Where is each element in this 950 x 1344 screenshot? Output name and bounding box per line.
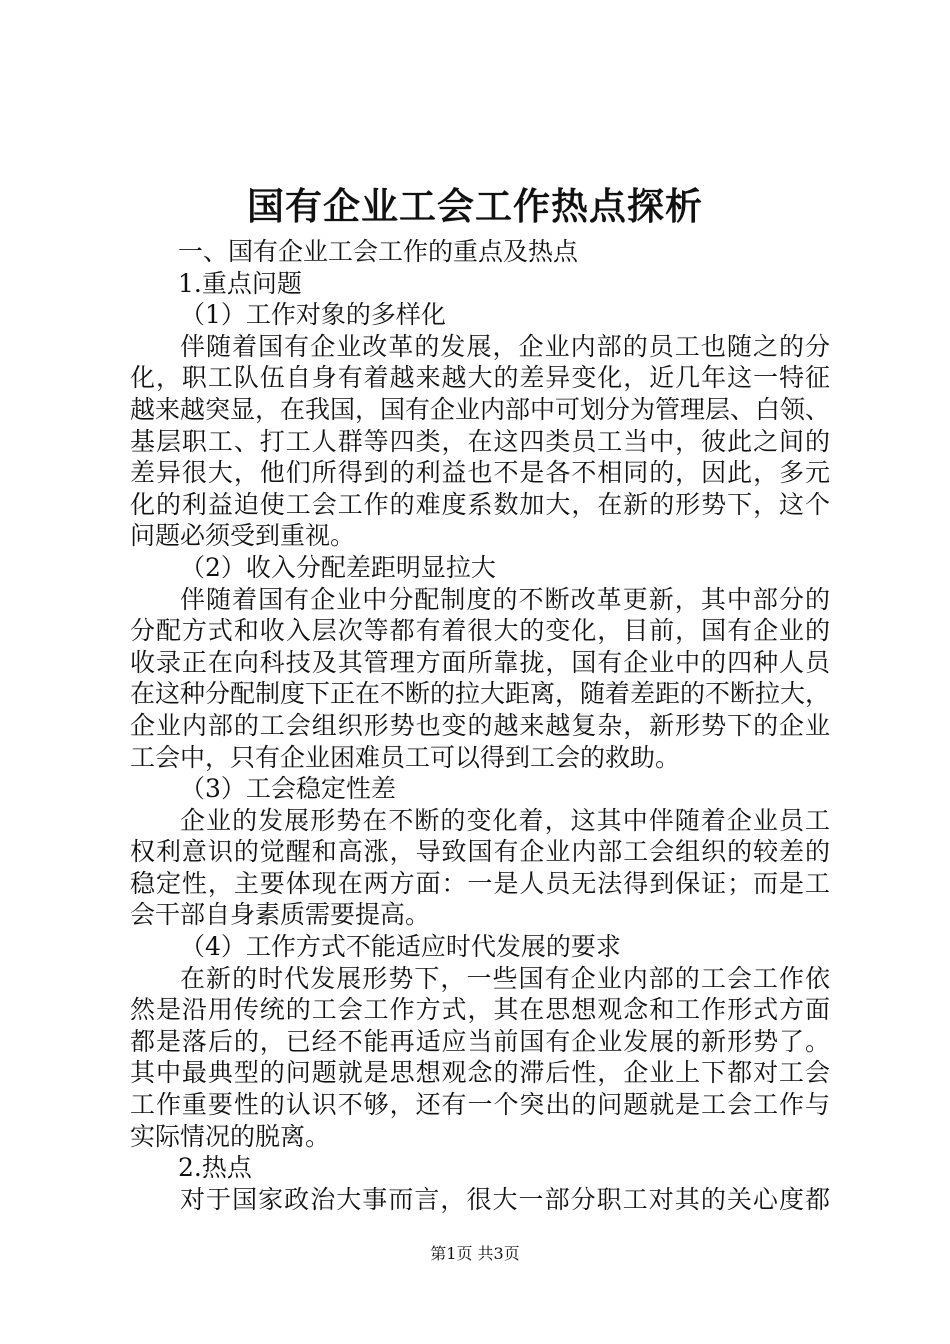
text-line: 基层职工、打工人群等四类，在这四类员工当中，彼此之间的 bbox=[130, 426, 830, 456]
text-line: 收录正在向科技及其管理方面所靠拢，国有企业中的四种人员 bbox=[130, 647, 830, 677]
text-line: （2）收入分配差距明显拉大 bbox=[180, 552, 496, 582]
text-line: （1）工作对象的多样化 bbox=[180, 300, 446, 330]
text-line: 企业内部的工会组织形势也变的越来越复杂，新形势下的企业 bbox=[130, 710, 830, 740]
text-line: 差异很大，他们所得到的利益也不是各不相同的，因此，多元 bbox=[130, 458, 830, 488]
text-line: （4）工作方式不能适应时代发展的要求 bbox=[180, 932, 621, 962]
text-line: 对于国家政治大事而言，很大一部分职工对其的关心度都 bbox=[180, 1184, 830, 1214]
text-line: 在这种分配制度下正在不断的拉大距离，随着差距的不断拉大， bbox=[130, 679, 830, 709]
text-line: 稳定性，主要体现在两方面：一是人员无法得到保证；而是工 bbox=[130, 868, 830, 898]
text-line: 一、国有企业工会工作的重点及热点 bbox=[178, 237, 579, 266]
text-line: 工作重要性的认识不够，还有一个突出的问题就是工会工作与 bbox=[130, 1090, 830, 1120]
text-line: 越来越突显，在我国，国有企业内部中可划分为管理层、白领、 bbox=[130, 394, 830, 424]
text-line: 分配方式和收入层次等都有着很大的变化，目前，国有企业的 bbox=[130, 616, 830, 646]
text-line: 实际情况的脱离。 bbox=[130, 1121, 331, 1151]
text-line: 1.重点问题 bbox=[178, 268, 302, 298]
text-line: 在新的时代发展形势下，一些国有企业内部的工会工作依 bbox=[180, 963, 830, 993]
document-body bbox=[130, 236, 830, 1215]
text-line: 伴随着国有企业中分配制度的不断改革更新，其中部分的 bbox=[180, 584, 830, 614]
text-line: 权利意识的觉醒和高涨，导致国有企业内部工会组织的较差的 bbox=[130, 837, 830, 867]
text-line: 化，职工队伍自身有着越来越大的差异变化，近几年这一特征 bbox=[130, 363, 830, 393]
text-line: 问题必须受到重视。 bbox=[130, 521, 356, 551]
text-line: 2.热点 bbox=[178, 1153, 252, 1183]
text-line: 伴随着国有企业改革的发展，企业内部的员工也随之的分 bbox=[180, 331, 830, 361]
text-line: 企业的发展形势在不断的变化着，这其中伴随着企业员工 bbox=[180, 805, 830, 835]
text-line: 工会中，只有企业困难员工可以得到工会的救助。 bbox=[130, 742, 681, 772]
text-line: 然是沿用传统的工会工作方式，其在思想观念和工作形式方面 bbox=[130, 995, 830, 1025]
text-line: 其中最典型的问题就是思想观念的滞后性，企业上下都对工会 bbox=[130, 1058, 830, 1088]
text-line: 化的利益迫使工会工作的难度系数加大，在新的形势下，这个 bbox=[130, 489, 830, 519]
document-title: 国有企业工会工作热点探析 bbox=[247, 185, 703, 228]
text-line: 都是落后的，已经不能再适应当前国有企业发展的新形势了。 bbox=[130, 1026, 830, 1056]
page-footer: 第1页 共3页 bbox=[430, 1244, 520, 1263]
text-line: 会干部自身素质需要提高。 bbox=[130, 900, 431, 930]
text-line: （3）工会稳定性差 bbox=[180, 774, 396, 804]
